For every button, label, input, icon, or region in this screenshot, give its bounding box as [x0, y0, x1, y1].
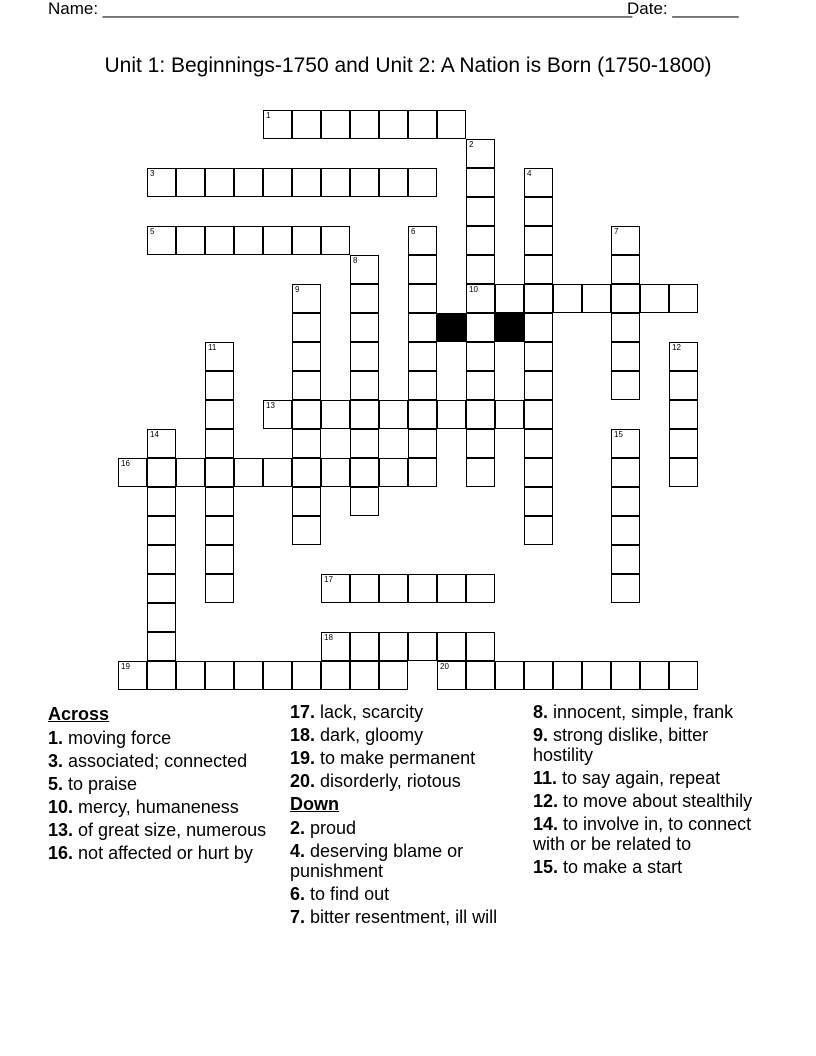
crossword-cell[interactable]: [292, 226, 321, 255]
crossword-cell[interactable]: [640, 661, 669, 690]
crossword-cell[interactable]: [640, 284, 669, 313]
crossword-cell[interactable]: [379, 458, 408, 487]
crossword-cell[interactable]: [582, 284, 611, 313]
crossword-cell[interactable]: [205, 661, 234, 690]
name-field-label: Name: ________________________________________________________: [48, 0, 633, 18]
clues-column-3: [533, 702, 765, 880]
crossword-cell[interactable]: [234, 168, 263, 197]
clue-across-13: 13. of great size, numerous: [48, 820, 267, 840]
crossword-cell[interactable]: [350, 429, 379, 458]
clue-number: 8: [353, 256, 358, 265]
crossword-cell[interactable]: [669, 371, 698, 400]
crossword-cell[interactable]: [611, 574, 640, 603]
crossword-cell[interactable]: [466, 661, 495, 690]
crossword-cell[interactable]: [292, 313, 321, 342]
clue-across-1: 1. moving force: [48, 728, 172, 748]
crossword-cell[interactable]: [408, 313, 437, 342]
clue-number: 18: [324, 633, 333, 642]
crossword-cell[interactable]: [466, 458, 495, 487]
crossword-cell[interactable]: [408, 429, 437, 458]
clue-down-6: 6. to find out: [290, 884, 390, 904]
crossword-cell[interactable]: [466, 255, 495, 284]
crossword-cell[interactable]: [292, 516, 321, 545]
crossword-cell[interactable]: [437, 661, 466, 690]
crossword-cell[interactable]: [118, 661, 147, 690]
crossword-cell[interactable]: [408, 574, 437, 603]
crossword-cell[interactable]: [263, 661, 292, 690]
crossword-cell[interactable]: [263, 226, 292, 255]
crossword-cell[interactable]: [205, 168, 234, 197]
clue-number: 13: [266, 401, 275, 410]
crossword-cell[interactable]: [524, 429, 553, 458]
crossword-cell[interactable]: [379, 110, 408, 139]
crossword-cell[interactable]: [263, 110, 292, 139]
clue-across-16: 16. not affected or hurt by: [48, 843, 253, 863]
crossword-cell[interactable]: [466, 400, 495, 429]
crossword-cell[interactable]: [495, 284, 524, 313]
across-heading: Across: [48, 704, 110, 724]
crossword-cell[interactable]: [147, 516, 176, 545]
crossword-cell[interactable]: [147, 545, 176, 574]
crossword-cell[interactable]: [292, 661, 321, 690]
crossword-cell[interactable]: [408, 371, 437, 400]
crossword-cell[interactable]: [292, 487, 321, 516]
clue-down-14: 14. to involve in, to connect with or be related to: [533, 814, 752, 854]
clue-number: 5: [150, 227, 155, 236]
crossword-cell[interactable]: [292, 110, 321, 139]
crossword-cell[interactable]: [350, 371, 379, 400]
clue-number: 9: [295, 285, 300, 294]
crossword-cell[interactable]: [205, 458, 234, 487]
clue-number: 19: [121, 662, 130, 671]
crossword-cell[interactable]: [611, 487, 640, 516]
crossword-cell[interactable]: [437, 400, 466, 429]
crossword-cell[interactable]: [234, 661, 263, 690]
crossword-cell[interactable]: [350, 284, 379, 313]
clue-across-17: 17. lack, scarcity: [290, 702, 424, 722]
crossword-cell[interactable]: [234, 226, 263, 255]
crossword-cell[interactable]: [321, 226, 350, 255]
crossword-cell[interactable]: [553, 661, 582, 690]
clue-number: 6: [411, 227, 416, 236]
crossword-cell[interactable]: [466, 632, 495, 661]
crossword-cell[interactable]: [611, 429, 640, 458]
crossword-cell[interactable]: [263, 400, 292, 429]
clue-across-5: 5. to praise: [48, 774, 138, 794]
crossword-cell[interactable]: [379, 632, 408, 661]
crossword-cell[interactable]: [292, 168, 321, 197]
clue-across-3: 3. associated; connected: [48, 751, 248, 771]
crossword-cell[interactable]: [611, 516, 640, 545]
crossword-cell[interactable]: [176, 168, 205, 197]
date-field-label: Date: _______: [627, 0, 739, 18]
crossword-cell[interactable]: [147, 574, 176, 603]
crossword-cell[interactable]: [437, 574, 466, 603]
clue-number: 16: [121, 459, 130, 468]
crossword-cell[interactable]: [495, 400, 524, 429]
crossword-cell[interactable]: [437, 110, 466, 139]
clues-column-2: [290, 702, 520, 930]
clue-number: 20: [440, 662, 449, 671]
crossword-cell[interactable]: [176, 458, 205, 487]
crossword-cell[interactable]: [524, 284, 553, 313]
crossword-cell[interactable]: [611, 226, 640, 255]
crossword-cell[interactable]: [669, 429, 698, 458]
crossword-cell[interactable]: [350, 255, 379, 284]
crossword-cell[interactable]: [147, 429, 176, 458]
clue-number: 12: [672, 343, 681, 352]
crossword-cell[interactable]: [524, 371, 553, 400]
crossword-cell[interactable]: [466, 371, 495, 400]
crossword-cell[interactable]: [321, 661, 350, 690]
clue-down-8: 8. innocent, simple, frank: [533, 702, 734, 722]
crossword-cell[interactable]: [669, 400, 698, 429]
crossword-cell[interactable]: [147, 487, 176, 516]
clue-number: 3: [150, 169, 155, 178]
crossword-cell[interactable]: [611, 661, 640, 690]
crossword-cell[interactable]: [292, 400, 321, 429]
crossword-cell[interactable]: [350, 574, 379, 603]
crossword-cell[interactable]: [292, 371, 321, 400]
crossword-cell[interactable]: [205, 487, 234, 516]
crossword-cell[interactable]: [669, 458, 698, 487]
crossword-cell[interactable]: [524, 661, 553, 690]
crossword-cell[interactable]: [321, 400, 350, 429]
crossword-cell[interactable]: [350, 661, 379, 690]
crossword-cell[interactable]: [292, 458, 321, 487]
crossword-cell[interactable]: [611, 342, 640, 371]
crossword-cell[interactable]: [669, 284, 698, 313]
crossword-cell[interactable]: [205, 226, 234, 255]
crossword-cell[interactable]: [205, 371, 234, 400]
crossword-cell[interactable]: [350, 342, 379, 371]
clues-column-1: [48, 702, 270, 866]
crossword-cell[interactable]: [524, 400, 553, 429]
clue-down-11: 11. to say again, repeat: [533, 768, 721, 788]
clue-down-2: 2. proud: [290, 818, 357, 838]
clue-number: 10: [469, 285, 478, 294]
crossword-cell[interactable]: [321, 574, 350, 603]
crossword-cell[interactable]: [524, 342, 553, 371]
crossword-cell[interactable]: [205, 545, 234, 574]
clue-down-7: 7. bitter resentment, ill will: [290, 907, 498, 927]
crossword-cell[interactable]: [350, 400, 379, 429]
crossword-cell[interactable]: [350, 487, 379, 516]
crossword-cell[interactable]: [379, 574, 408, 603]
crossword-cell[interactable]: [524, 458, 553, 487]
crossword-cell[interactable]: [292, 284, 321, 313]
crossword-cell[interactable]: [176, 661, 205, 690]
clue-number: 1: [266, 111, 271, 120]
crossword-black-cell: [495, 313, 524, 342]
crossword-black-cell: [437, 313, 466, 342]
crossword-cell[interactable]: [350, 632, 379, 661]
crossword-cell[interactable]: [147, 168, 176, 197]
clue-across-10: 10. mercy, humaneness: [48, 797, 239, 817]
clue-number: 15: [614, 430, 623, 439]
down-heading: Down: [290, 794, 339, 814]
crossword-cell[interactable]: [176, 226, 205, 255]
crossword-cell[interactable]: [321, 110, 350, 139]
clue-across-18: 18. dark, gloomy: [290, 725, 424, 745]
clue-down-12: 12. to move about stealthily: [533, 791, 753, 811]
crossword-cell[interactable]: [205, 400, 234, 429]
crossword-cell[interactable]: [466, 313, 495, 342]
crossword-cell[interactable]: [263, 168, 292, 197]
crossword-cell[interactable]: [524, 197, 553, 226]
crossword-cell[interactable]: [205, 516, 234, 545]
clue-number: 14: [150, 430, 159, 439]
crossword-cell[interactable]: [466, 168, 495, 197]
crossword-cell[interactable]: [611, 371, 640, 400]
crossword-cell[interactable]: [466, 226, 495, 255]
clue-down-15: 15. to make a start: [533, 857, 683, 877]
crossword-cell[interactable]: [379, 661, 408, 690]
crossword-cell[interactable]: [669, 661, 698, 690]
clue-down-4: 4. deserving blame or punishment: [290, 841, 464, 881]
crossword-cell[interactable]: [321, 458, 350, 487]
crossword-cell[interactable]: [118, 458, 147, 487]
crossword-cell[interactable]: [350, 110, 379, 139]
clue-number: 7: [614, 227, 619, 236]
crossword-cell[interactable]: [524, 487, 553, 516]
crossword-cell[interactable]: [379, 168, 408, 197]
crossword-cell[interactable]: [437, 632, 466, 661]
crossword-cell[interactable]: [147, 226, 176, 255]
crossword-cell[interactable]: [379, 400, 408, 429]
crossword-cell[interactable]: [350, 458, 379, 487]
crossword-cell[interactable]: [524, 313, 553, 342]
crossword-cell[interactable]: [408, 342, 437, 371]
crossword-cell[interactable]: [350, 168, 379, 197]
crossword-cell[interactable]: [408, 632, 437, 661]
crossword-cell[interactable]: [321, 632, 350, 661]
crossword-cell[interactable]: [147, 603, 176, 632]
clue-number: 2: [469, 140, 474, 149]
crossword-cell[interactable]: [582, 661, 611, 690]
crossword-cell[interactable]: [408, 400, 437, 429]
crossword-cell[interactable]: [350, 313, 379, 342]
crossword-cell[interactable]: [495, 661, 524, 690]
crossword-cell[interactable]: [524, 168, 553, 197]
clue-across-19: 19. to make permanent: [290, 748, 476, 768]
crossword-cell[interactable]: [466, 429, 495, 458]
crossword-cell[interactable]: [205, 342, 234, 371]
crossword-cell[interactable]: [408, 458, 437, 487]
crossword-cell[interactable]: [205, 574, 234, 603]
crossword-cell[interactable]: [611, 313, 640, 342]
crossword-cell[interactable]: [611, 458, 640, 487]
crossword-cell[interactable]: [263, 458, 292, 487]
crossword-cell[interactable]: [466, 574, 495, 603]
crossword-cell[interactable]: [205, 429, 234, 458]
crossword-cell[interactable]: [147, 661, 176, 690]
crossword-cell[interactable]: [408, 168, 437, 197]
crossword-cell[interactable]: [147, 458, 176, 487]
crossword-cell[interactable]: [611, 255, 640, 284]
clue-across-20: 20. disorderly, riotous: [290, 771, 461, 791]
crossword-cell[interactable]: [321, 168, 350, 197]
clue-number: 11: [208, 343, 217, 352]
crossword-cell[interactable]: [611, 284, 640, 313]
page-title: Unit 1: Beginnings-1750 and Unit 2: A Nation is Born (1750-1800): [104, 54, 712, 77]
crossword-cell[interactable]: [234, 458, 263, 487]
crossword-cell[interactable]: [292, 342, 321, 371]
crossword-cell[interactable]: [466, 284, 495, 313]
crossword-cell[interactable]: [292, 429, 321, 458]
crossword-cell[interactable]: [147, 632, 176, 661]
crossword-cell[interactable]: [466, 139, 495, 168]
crossword-cell[interactable]: [524, 226, 553, 255]
crossword-cell[interactable]: [408, 110, 437, 139]
crossword-cell[interactable]: [466, 342, 495, 371]
crossword-cell[interactable]: [611, 545, 640, 574]
crossword-cell[interactable]: [466, 197, 495, 226]
crossword-cell[interactable]: [524, 516, 553, 545]
clue-number: 4: [527, 169, 532, 178]
crossword-cell[interactable]: [408, 255, 437, 284]
crossword-cell[interactable]: [524, 255, 553, 284]
clue-down-9: 9. strong dislike, bitter hostility: [533, 725, 709, 765]
crossword-cell[interactable]: [553, 284, 582, 313]
crossword-cell[interactable]: [408, 226, 437, 255]
crossword-cell[interactable]: [669, 342, 698, 371]
crossword-cell[interactable]: [408, 284, 437, 313]
clue-number: 17: [324, 575, 333, 584]
